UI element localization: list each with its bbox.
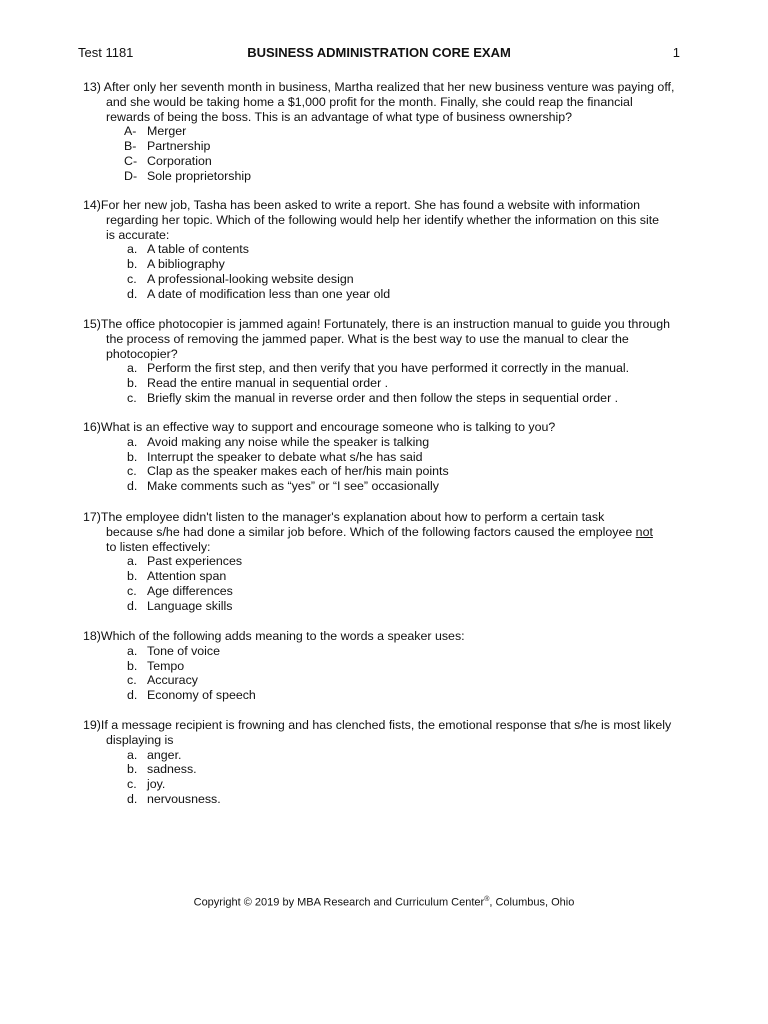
option-letter: c. xyxy=(127,464,137,479)
page-number: 1 xyxy=(672,45,680,60)
answer-option xyxy=(83,479,688,494)
option-letter: b. xyxy=(127,658,138,673)
answer-option xyxy=(83,391,688,406)
answer-option xyxy=(83,139,688,154)
option-text: Interrupt the speaker to debate what s/he has said xyxy=(147,449,423,464)
answer-option xyxy=(83,748,688,763)
question-stem-line: displaying is xyxy=(106,732,174,747)
answer-option xyxy=(83,584,688,599)
question-13 xyxy=(83,80,688,184)
question-number: 19) xyxy=(83,718,101,732)
option-text: Tempo xyxy=(147,658,185,673)
option-text: A date of modification less than one year old xyxy=(147,286,391,301)
answer-option xyxy=(83,435,688,450)
option-text: Language skills xyxy=(147,598,233,613)
page-header xyxy=(78,45,680,63)
option-letter: b. xyxy=(127,569,138,584)
question-stem-line: because s/he had done a similar job before. Which of the following factors caused the employee not xyxy=(106,524,653,539)
answer-option xyxy=(83,688,688,703)
exam-title: BUSINESS ADMINISTRATION CORE EXAM xyxy=(247,45,511,60)
option-letter: B- xyxy=(124,139,137,154)
question-stem-line: 14)For her new job, Tasha has been asked to write a report. She has found a website with information xyxy=(83,198,640,212)
option-text: Avoid making any noise while the speaker is talking xyxy=(147,434,430,449)
answer-option xyxy=(83,124,688,139)
question-stem-line: rewards of being the boss. This is an advantage of what type of business ownership? xyxy=(106,109,573,124)
question-17 xyxy=(83,510,688,614)
option-letter: d. xyxy=(127,479,138,494)
option-text: anger. xyxy=(147,747,182,762)
option-text: Merger xyxy=(147,124,187,139)
question-number: 15) xyxy=(83,317,101,331)
option-letter: c. xyxy=(127,390,137,405)
answer-option xyxy=(83,554,688,569)
question-stem-line: 18)Which of the following adds meaning to the words a speaker uses: xyxy=(83,629,465,643)
question-19 xyxy=(83,718,688,807)
answer-option xyxy=(83,673,688,688)
question-stem-line: 15)The office photocopier is jammed again! Fortunately, there is an instruction manual to guide you through xyxy=(83,317,671,331)
option-letter: D- xyxy=(124,168,138,183)
option-text: nervousness. xyxy=(147,791,221,806)
question-stem-line: regarding her topic. Which of the following would help her identify whether the information on this site xyxy=(106,212,660,227)
option-text: Perform the first step, and then verify that you have performed it correctly in the manual. xyxy=(147,361,630,376)
option-text: A table of contents xyxy=(147,242,249,257)
option-text: Attention span xyxy=(147,569,227,584)
question-stem-line: 13) After only her seventh month in business, Martha realized that her new business venture was paying off, xyxy=(83,80,675,94)
option-letter: a. xyxy=(127,747,138,762)
option-letter: c. xyxy=(127,673,137,688)
answer-option xyxy=(83,644,688,659)
option-text: A bibliography xyxy=(147,257,225,272)
option-text: Partnership xyxy=(147,139,211,154)
answer-option xyxy=(83,376,688,391)
option-text: Read the entire manual in sequential order . xyxy=(147,376,389,391)
option-text: Sole proprietorship xyxy=(147,168,252,183)
question-number: 18) xyxy=(83,629,101,643)
answer-option xyxy=(83,569,688,584)
option-letter: C- xyxy=(124,153,138,168)
option-text: Economy of speech xyxy=(147,688,256,703)
question-18 xyxy=(83,629,688,703)
answer-option xyxy=(83,599,688,614)
answer-option xyxy=(83,242,688,257)
answer-option xyxy=(83,257,688,272)
option-letter: c. xyxy=(127,777,137,792)
option-letter: d. xyxy=(127,791,138,806)
copyright-footer: Copyright © 2019 by MBA Research and Curriculum Center®, Columbus, Ohio xyxy=(193,896,575,909)
test-id: Test 1181 xyxy=(78,45,134,60)
option-letter: d. xyxy=(127,598,138,613)
option-text: joy. xyxy=(147,777,166,792)
question-15 xyxy=(83,317,688,406)
option-text: Make comments such as “yes” or “I see” occasionally xyxy=(147,479,439,494)
option-letter: a. xyxy=(127,434,138,449)
registered-mark: ® xyxy=(484,896,490,903)
answer-option xyxy=(83,792,688,807)
question-stem-line: is accurate: xyxy=(106,227,170,242)
option-letter: a. xyxy=(127,554,138,569)
option-letter: b. xyxy=(127,257,138,272)
option-letter: d. xyxy=(127,688,138,703)
option-text: Past experiences xyxy=(147,554,243,569)
option-letter: b. xyxy=(127,762,138,777)
question-number: 17) xyxy=(83,510,101,524)
underlined-word: not xyxy=(635,524,653,539)
option-text: Clap as the speaker makes each of her/his main points xyxy=(147,464,449,479)
answer-option xyxy=(83,777,688,792)
question-number: 14) xyxy=(83,198,101,212)
question-stem-line: 19)If a message recipient is frowning and has clenched fists, the emotional response that s/he is most likely xyxy=(83,718,672,732)
option-text: Accuracy xyxy=(147,673,198,688)
question-14 xyxy=(83,198,688,302)
question-number: 16) xyxy=(83,420,101,434)
question-stem-line: 16)What is an effective way to support and encourage someone who is talking to you? xyxy=(83,420,556,434)
answer-option xyxy=(83,464,688,479)
option-text: Briefly skim the manual in reverse order and then follow the steps in sequential order . xyxy=(147,390,619,405)
option-text: Age differences xyxy=(147,583,233,598)
option-letter: a. xyxy=(127,242,138,257)
answer-option xyxy=(83,762,688,777)
answer-option xyxy=(83,361,688,376)
option-letter: d. xyxy=(127,286,138,301)
question-stem-line: to listen effectively: xyxy=(106,539,211,554)
answer-option xyxy=(83,287,688,302)
option-letter: a. xyxy=(127,643,138,658)
option-letter: b. xyxy=(127,376,138,391)
option-text: sadness. xyxy=(147,762,197,777)
answer-option xyxy=(83,169,688,184)
option-text: A professional-looking website design xyxy=(147,271,354,286)
answer-option xyxy=(83,659,688,674)
option-text: Corporation xyxy=(147,153,212,168)
answer-option xyxy=(83,272,688,287)
question-number: 13) xyxy=(83,80,101,94)
option-letter: a. xyxy=(127,361,138,376)
answer-option xyxy=(83,450,688,465)
question-stem-line: photocopier? xyxy=(106,346,178,361)
question-stem-line: the process of removing the jammed paper. What is the best way to use the manual to clear the xyxy=(106,331,629,346)
option-letter: c. xyxy=(127,583,137,598)
option-letter: b. xyxy=(127,449,138,464)
question-16 xyxy=(83,420,688,494)
answer-option xyxy=(83,154,688,169)
option-letter: c. xyxy=(127,271,137,286)
option-text: Tone of voice xyxy=(147,643,221,658)
option-letter: A- xyxy=(124,124,137,139)
question-stem-line: 17)The employee didn't listen to the manager's explanation about how to perform a certain task xyxy=(83,510,605,524)
question-stem-line: and she would be taking home a $1,000 profit for the month. Finally, she could reap the financial xyxy=(106,94,633,109)
